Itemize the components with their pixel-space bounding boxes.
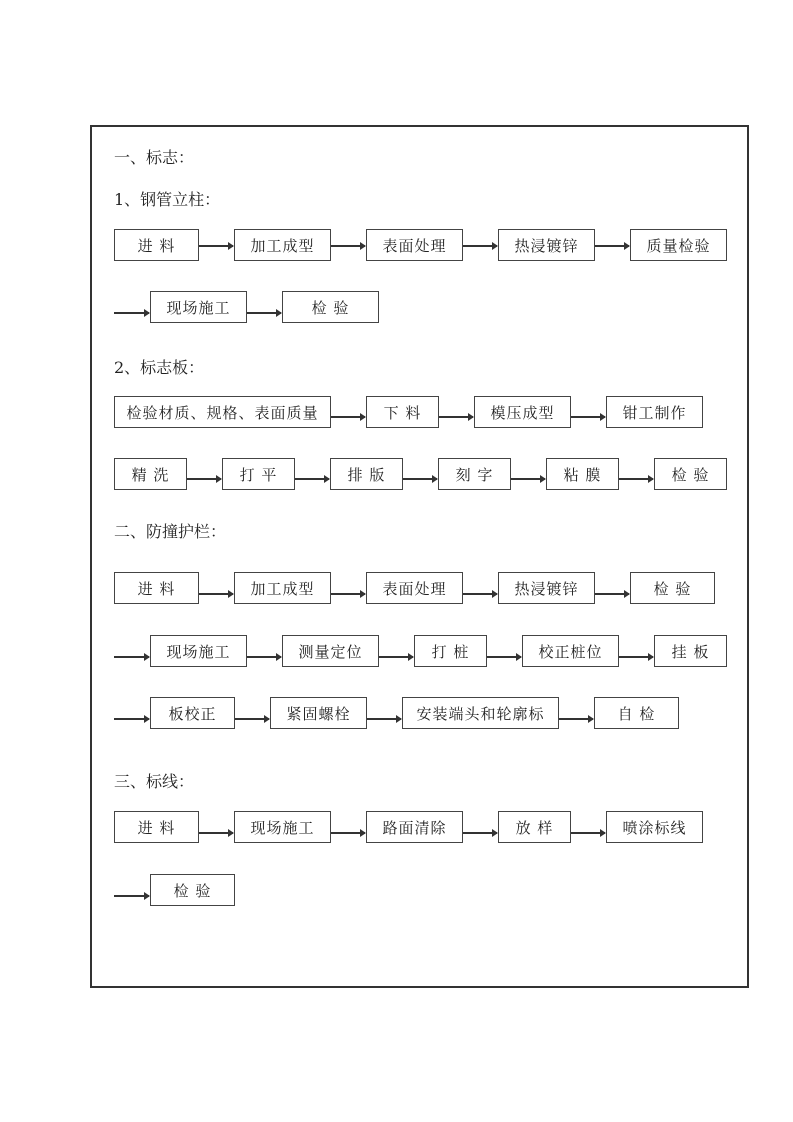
flow-step: 打 平	[222, 458, 295, 490]
arrow-icon	[247, 656, 281, 658]
arrow-icon	[367, 718, 401, 720]
arrow-icon	[295, 478, 329, 480]
flow-step: 热浸镀锌	[498, 572, 595, 604]
section-heading-guardrail: 二、防撞护栏：	[114, 522, 227, 541]
arrow-icon	[571, 416, 605, 418]
flow-step: 测量定位	[282, 635, 379, 667]
arrow-icon	[439, 416, 473, 418]
arrow-icon	[199, 245, 233, 247]
flow-step: 紧固螺栓	[270, 697, 367, 729]
section-heading-signs: 一、标志：	[114, 148, 195, 167]
flow-step: 板校正	[150, 697, 235, 729]
flow-step: 检 验	[630, 572, 715, 604]
arrow-icon	[199, 832, 233, 834]
arrow-icon	[463, 832, 497, 834]
arrow-icon	[114, 312, 149, 314]
flow-step: 检验材质、规格、表面质量	[114, 396, 331, 428]
flow-step: 进 料	[114, 572, 199, 604]
flow-step: 表面处理	[366, 572, 463, 604]
arrow-icon	[235, 718, 269, 720]
flow-step: 进 料	[114, 229, 199, 261]
arrow-icon	[331, 245, 365, 247]
arrow-icon	[619, 478, 653, 480]
flow-step: 喷涂标线	[606, 811, 703, 843]
flow-step: 检 验	[282, 291, 379, 323]
arrow-icon	[571, 832, 605, 834]
arrow-icon	[331, 416, 365, 418]
arrow-icon	[595, 593, 629, 595]
flow-step: 排 版	[330, 458, 403, 490]
flow-step: 加工成型	[234, 229, 331, 261]
flow-step: 刻 字	[438, 458, 511, 490]
arrow-icon	[114, 718, 149, 720]
arrow-icon	[595, 245, 629, 247]
arrow-icon	[619, 656, 653, 658]
arrow-icon	[114, 656, 149, 658]
flow-step: 现场施工	[150, 635, 247, 667]
flow-step: 热浸镀锌	[498, 229, 595, 261]
arrow-icon	[463, 245, 497, 247]
flow-step: 检 验	[150, 874, 235, 906]
subsection-heading-sign-boards: 2、标志板：	[114, 358, 205, 377]
flow-step: 粘 膜	[546, 458, 619, 490]
flow-step: 现场施工	[234, 811, 331, 843]
flow-step: 现场施工	[150, 291, 247, 323]
arrow-icon	[114, 895, 149, 897]
flow-step: 下 料	[366, 396, 439, 428]
arrow-icon	[187, 478, 221, 480]
flow-step: 挂 板	[654, 635, 727, 667]
arrow-icon	[403, 478, 437, 480]
flow-step: 校正桩位	[522, 635, 619, 667]
flow-step: 安装端头和轮廓标	[402, 697, 559, 729]
flow-step: 精 洗	[114, 458, 187, 490]
arrow-icon	[559, 718, 593, 720]
flow-step: 模压成型	[474, 396, 571, 428]
arrow-icon	[379, 656, 413, 658]
arrow-icon	[331, 832, 365, 834]
flow-step: 放 样	[498, 811, 571, 843]
flow-step: 加工成型	[234, 572, 331, 604]
flow-step: 检 验	[654, 458, 727, 490]
flow-step: 打 桩	[414, 635, 487, 667]
flow-step: 质量检验	[630, 229, 727, 261]
arrow-icon	[331, 593, 365, 595]
arrow-icon	[511, 478, 545, 480]
flow-step: 表面处理	[366, 229, 463, 261]
flow-step: 路面清除	[366, 811, 463, 843]
flow-step: 进 料	[114, 811, 199, 843]
arrow-icon	[247, 312, 281, 314]
arrow-icon	[487, 656, 521, 658]
subsection-heading-steel-posts: 1、钢管立柱：	[114, 190, 221, 209]
flow-step: 自 检	[594, 697, 679, 729]
arrow-icon	[199, 593, 233, 595]
flow-step: 钳工制作	[606, 396, 703, 428]
arrow-icon	[463, 593, 497, 595]
section-heading-markings: 三、标线：	[114, 772, 195, 791]
